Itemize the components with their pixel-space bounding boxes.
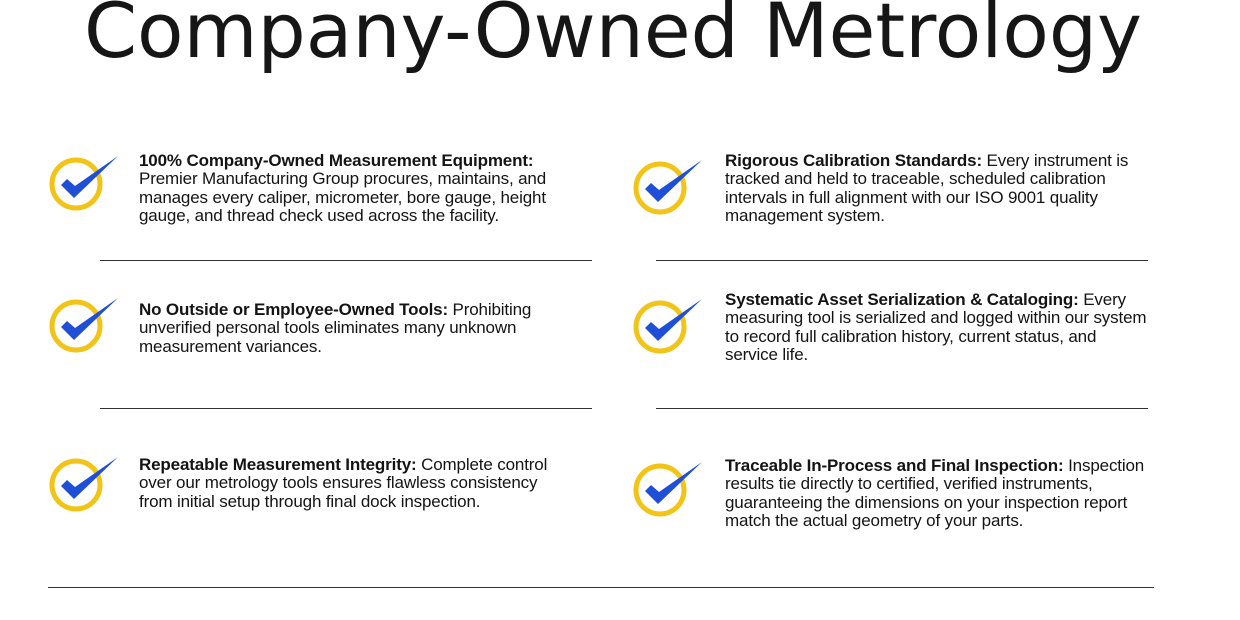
feature-body: Complete control over our metrology tools ensures flawless consistency from initial setup through final dock inspection. bbox=[139, 455, 548, 511]
feature-text bbox=[139, 301, 559, 356]
feature-text bbox=[139, 152, 559, 226]
feature-title: Traceable In-Process and Final Inspection: bbox=[725, 456, 1064, 475]
feature-body: Every instrument is tracked and held to traceable, scheduled calibration intervals in full alignment with our ISO 9001 quality management system. bbox=[725, 151, 1129, 226]
feature-item-no-outside-tools bbox=[48, 300, 648, 410]
checkmark-circle-icon bbox=[48, 294, 120, 358]
feature-title: No Outside or Employee-Owned Tools: bbox=[139, 300, 448, 319]
feature-item-integrity bbox=[48, 455, 648, 565]
feature-text bbox=[725, 457, 1149, 531]
feature-body: Premier Manufacturing Group procures, maintains, and manages every caliper, micrometer, bore gauge, height gauge, and thread check used across the facility. bbox=[139, 169, 547, 226]
checkmark-circle-icon bbox=[48, 453, 120, 517]
checkmark-circle-icon bbox=[632, 295, 704, 359]
bottom-divider bbox=[48, 587, 1154, 588]
feature-title: Systematic Asset Serialization & Cataloging: bbox=[725, 290, 1079, 309]
feature-text bbox=[725, 291, 1149, 365]
checkmark-circle-icon bbox=[632, 156, 704, 220]
page-title: Company-Owned Metrology bbox=[83, 0, 1143, 75]
divider bbox=[100, 408, 592, 409]
feature-body: Every measuring tool is serialized and logged within our system to record full calibration history, current status, and service life. bbox=[725, 290, 1147, 365]
divider bbox=[656, 260, 1148, 261]
feature-title: Repeatable Measurement Integrity: bbox=[139, 455, 417, 474]
feature-item-serialization bbox=[632, 289, 1232, 399]
divider bbox=[656, 408, 1148, 409]
divider bbox=[100, 260, 592, 261]
feature-item-calibration bbox=[632, 150, 1232, 260]
feature-item-traceable-inspection bbox=[632, 456, 1232, 566]
feature-body: Prohibiting unverified personal tools eliminates many unknown measurement variances. bbox=[139, 300, 532, 356]
feature-body: Inspection results tie directly to certified, verified instruments, guaranteeing the dimensions on your inspection report match the actual geometry of your parts. bbox=[725, 456, 1145, 531]
feature-text bbox=[139, 456, 563, 511]
feature-item-equipment bbox=[48, 150, 648, 260]
checkmark-circle-icon bbox=[632, 458, 704, 522]
feature-text bbox=[725, 152, 1145, 226]
checkmark-circle-icon bbox=[48, 152, 120, 216]
feature-title: 100% Company-Owned Measurement Equipment: bbox=[139, 151, 534, 170]
feature-title: Rigorous Calibration Standards: bbox=[725, 151, 982, 170]
